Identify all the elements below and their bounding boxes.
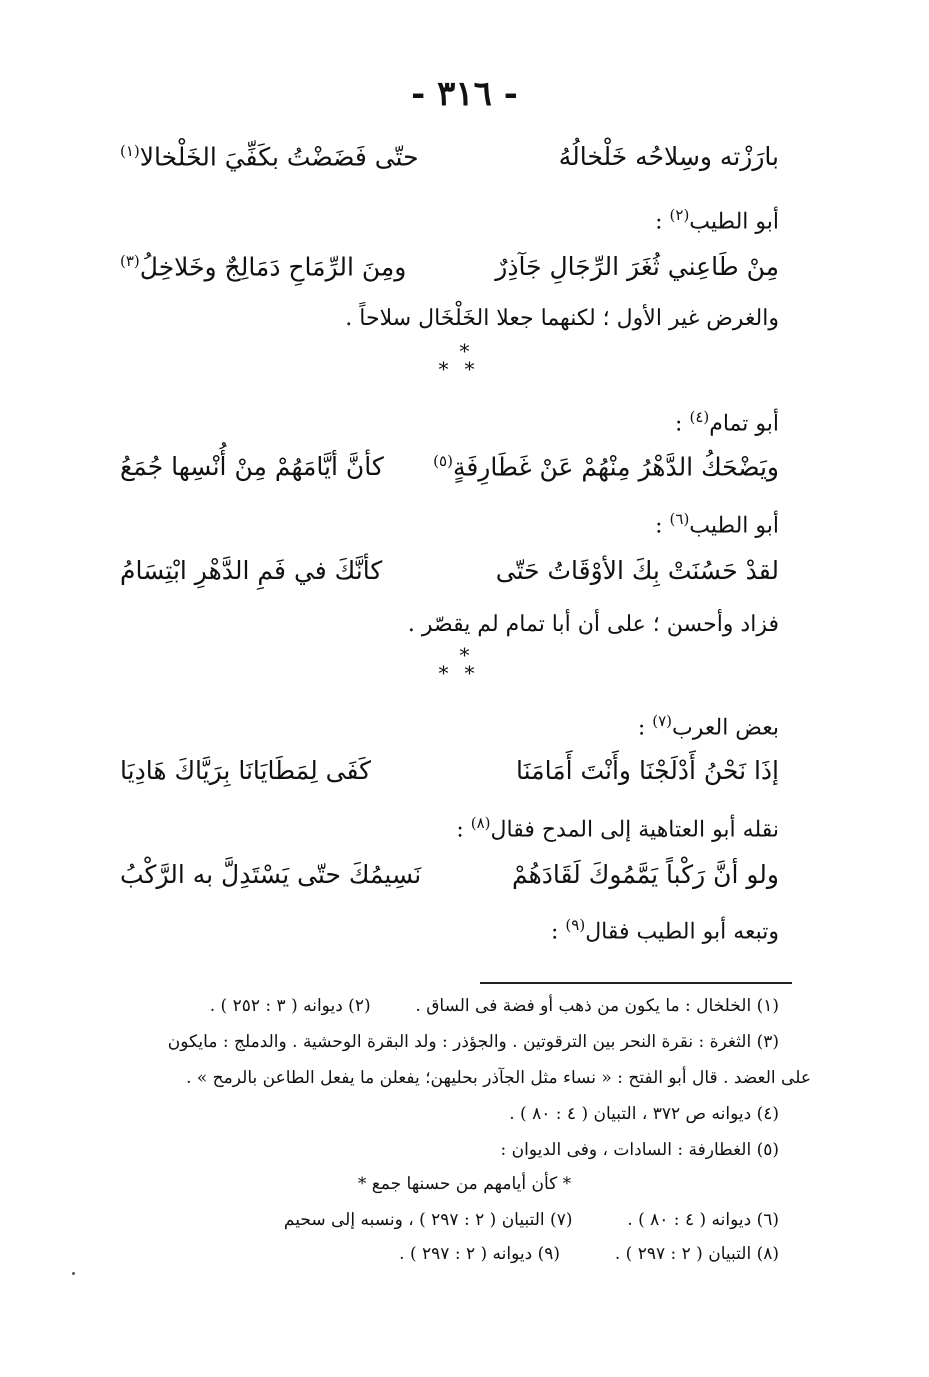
poet-name: أبو الطيب xyxy=(689,209,779,235)
verse-3-first-text: ويَضْحَكُ الدَّهْرُ مِنْهُمْ عَنْ غَطَارِفَةٍ xyxy=(452,452,779,482)
footnote-ref-5: (٥) xyxy=(433,452,453,470)
verse-6 xyxy=(120,860,779,889)
divider-star-top: * xyxy=(459,643,470,667)
footnote-line-1 xyxy=(118,996,779,1016)
footnote-5-quote: * كأن أيامهم من حسنها جمع * xyxy=(357,1174,572,1194)
section-divider-2 xyxy=(0,643,929,685)
footnote-ref-3: (٣) xyxy=(120,252,140,270)
poet-label-4 xyxy=(120,712,779,740)
footnote-ref-1: (١) xyxy=(120,142,140,160)
narration-text: نقله أبو العتاهية إلى المدح فقال xyxy=(490,817,779,843)
poet-label-2 xyxy=(120,408,779,436)
divider-star-bottom: ** xyxy=(438,357,491,381)
verse-2-second-text: ومِنَ الرِّمَاحِ دَمَالِجٌ وخَلاخِلُ xyxy=(139,252,407,282)
label-colon: : xyxy=(550,919,559,945)
poet-label-1 xyxy=(120,206,779,234)
footnote-3-continued: على العضد . قال أبو الفتح : « نساء مثل الجآذر بحليهن؛ يفعلن ما يفعل الطاعن بالرمح » . xyxy=(186,1068,811,1088)
footnote-ref-6: (٦) xyxy=(669,510,690,528)
verse-5-second-hemistich: كَفَى لِمَطَايَانَا بِرَيَّاكَ هَادِيَا xyxy=(120,756,372,785)
footnote-8: (٨) التبيان ( ٢ : ٢٩٧ ) . xyxy=(614,1244,779,1264)
footnote-ref-9: (٩) xyxy=(565,916,586,934)
label-colon: : xyxy=(456,817,464,843)
poet-name: أبو الطيب xyxy=(689,513,779,539)
footnote-2: (٢) ديوانه ( ٣ : ٢٥٢ ) . xyxy=(209,996,371,1016)
footnote-4: (٤) ديوانه ص ٣٧٢ ، التبيان ( ٤ : ٨٠ ) . xyxy=(509,1104,779,1124)
verse-1 xyxy=(120,142,779,171)
verse-2-second-hemistich xyxy=(120,252,406,281)
footnote-ref-7: (٧) xyxy=(652,712,673,730)
divider-star-top: * xyxy=(459,339,470,363)
verse-3-second-hemistich: كأنَّ أيَّامَهُمْ مِنْ أُنْسِها جُمَعُ xyxy=(120,452,384,481)
footnote-1: (١) الخلخال : ما يكون من ذهب أو فضة فى الساق . xyxy=(415,996,779,1016)
label-colon: : xyxy=(637,715,646,741)
label-colon: : xyxy=(655,209,663,235)
footnote-line-6 xyxy=(118,1210,779,1230)
commentary-1: والغرض غير الأول ؛ لكنهما جعلا الخَلْخَال سلاحاً . xyxy=(345,306,779,331)
footnote-3: (٣) الثغرة : نقرة النحر بين الترقوتين . والجؤذر : ولد البقرة الوحشية . والدملج : مايكون xyxy=(167,1032,779,1052)
verse-5-first-hemistich: إذَا نَحْنُ أَدْلَجْنَا وأَنْتَ أَمَامَنَا xyxy=(516,756,779,785)
footnote-ref-4: (٤) xyxy=(689,408,710,426)
scan-speck xyxy=(72,1272,75,1275)
verse-6-second-hemistich: نَسِيمُكَ حتّى يَسْتَدِلَّ به الرَّكْبُ xyxy=(120,860,422,889)
footnote-line-8 xyxy=(118,1244,779,1264)
poet-name: بعض العرب xyxy=(672,715,779,741)
narration-line-2 xyxy=(120,916,779,944)
footnote-ref-2: (٢) xyxy=(669,206,690,224)
verse-4-first-hemistich: لقدْ حَسُنَتْ بِكَ الأوْقَاتُ حَتّى xyxy=(495,556,779,585)
verse-1-second-hemistich xyxy=(120,142,419,171)
divider-star-bottom: ** xyxy=(438,661,491,685)
verse-3 xyxy=(120,452,779,481)
verse-4-second-hemistich: كأنَّكَ في فَمِ الدَّهْرِ ابْتِسَامُ xyxy=(120,556,383,585)
verse-3-first-hemistich xyxy=(433,452,779,481)
poet-label-3 xyxy=(120,510,779,538)
poet-name: أبو تمام xyxy=(709,411,779,437)
footnote-6: (٦) ديوانه ( ٤ : ٨٠ ) . xyxy=(627,1210,779,1230)
verse-4 xyxy=(120,556,779,585)
footnote-separator xyxy=(480,982,792,984)
label-colon: : xyxy=(655,513,663,539)
label-colon: : xyxy=(675,411,683,437)
narration-text: وتبعه أبو الطيب فقال xyxy=(585,919,779,945)
verse-1-first-hemistich: بارَزْته وسِلاحُه خَلْخالُهُ xyxy=(558,142,779,171)
verse-6-first-hemistich: ولو أنَّ رَكْباً يَمَّمُوكَ لَقَادَهُمْ xyxy=(511,860,779,889)
footnote-5: (٥) الغطارفة : السادات ، وفى الديوان : xyxy=(500,1140,779,1160)
footnote-9: (٩) ديوانه ( ٢ : ٢٩٧ ) . xyxy=(399,1244,561,1264)
verse-1-second-text: حتّى فَضَضْتُ بكَفِّيَ الخَلْخالا xyxy=(139,142,419,172)
page-number: - ٣١٦ - xyxy=(411,74,518,114)
footnote-7: (٧) التبيان ( ٢ : ٢٩٧ ) ، ونسبه إلى سحيم xyxy=(283,1210,573,1230)
section-divider-1 xyxy=(0,339,929,381)
footnote-ref-8: (٨) xyxy=(470,814,491,832)
commentary-2: فزاد وأحسن ؛ على أن أبا تمام لم يقصّر . xyxy=(407,612,779,637)
verse-2-first-hemistich: مِنْ طَاعِني ثُغَرَ الرِّجَالِ جَآذِرٌ xyxy=(495,252,779,281)
narration-line-1 xyxy=(120,814,779,842)
verse-5 xyxy=(120,756,779,785)
verse-2 xyxy=(120,252,779,281)
